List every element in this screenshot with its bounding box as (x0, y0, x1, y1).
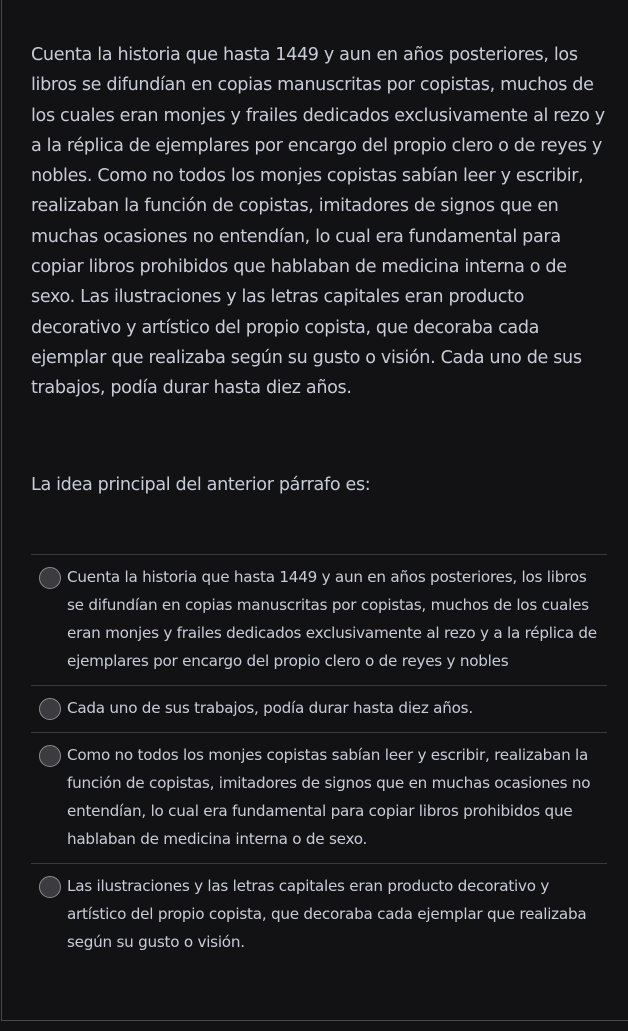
option-label: Como no todos los monjes copistas sabían leer y escribir, realizaban la función de copistas, imitadores de signos que en muchas ocasiones no entendían, lo cual era fundamental para copiar libros prohibidos que hablaban de medicina interna o de sexo. (67, 746, 591, 848)
answer-option-2[interactable] (31, 685, 607, 732)
answer-option-1[interactable] (31, 554, 607, 685)
answer-option-3[interactable] (31, 732, 607, 863)
radio-button[interactable] (39, 876, 61, 898)
radio-button[interactable] (39, 567, 61, 589)
option-label: Las ilustraciones y las letras capitales eran producto decorativo y artístico del propio copista, que decoraba cada ejemplar que realizaba según su gusto o visión. (67, 877, 587, 951)
question-prompt: La idea principal del anterior párrafo es: (31, 475, 371, 495)
answer-option-4[interactable] (31, 863, 607, 966)
option-label: Cuenta la historia que hasta 1449 y aun en años posteriores, los libros se difundían en copias manuscritas por copistas, muchos de los cuales eran monjes y frailes dedicados exclusivamente al rezo y a la réplica de ejemplares por encargo del propio clero o de reyes y nobles (67, 568, 597, 670)
option-label: Cada uno de sus trabajos, podía durar hasta diez años. (67, 699, 473, 717)
radio-button[interactable] (39, 698, 61, 720)
answer-options (31, 554, 607, 966)
reading-passage: Cuenta la historia que hasta 1449 y aun en años posteriores, los libros se difundían en copias manuscritas por copistas, muchos de los cuales eran monjes y frailes dedicados exclusivamente al rezo y a la réplica de ejemplares por encargo del propio clero o de reyes y nobles. Como no todos los monjes copistas sabían leer y escribir, realizaban la función de copistas, imitadores de signos que en muchas ocasiones no entendían, lo cual era fundamental para copiar libros prohibidos que hablaban de medicina interna o de sexo. Las ilustraciones y las letras capitales eran producto decorativo y artístico del propio copista, que decoraba cada ejemplar que realizaba según su gusto o visión. Cada uno de sus trabajos, podía durar hasta diez años. (31, 45, 605, 399)
radio-button[interactable] (39, 745, 61, 767)
